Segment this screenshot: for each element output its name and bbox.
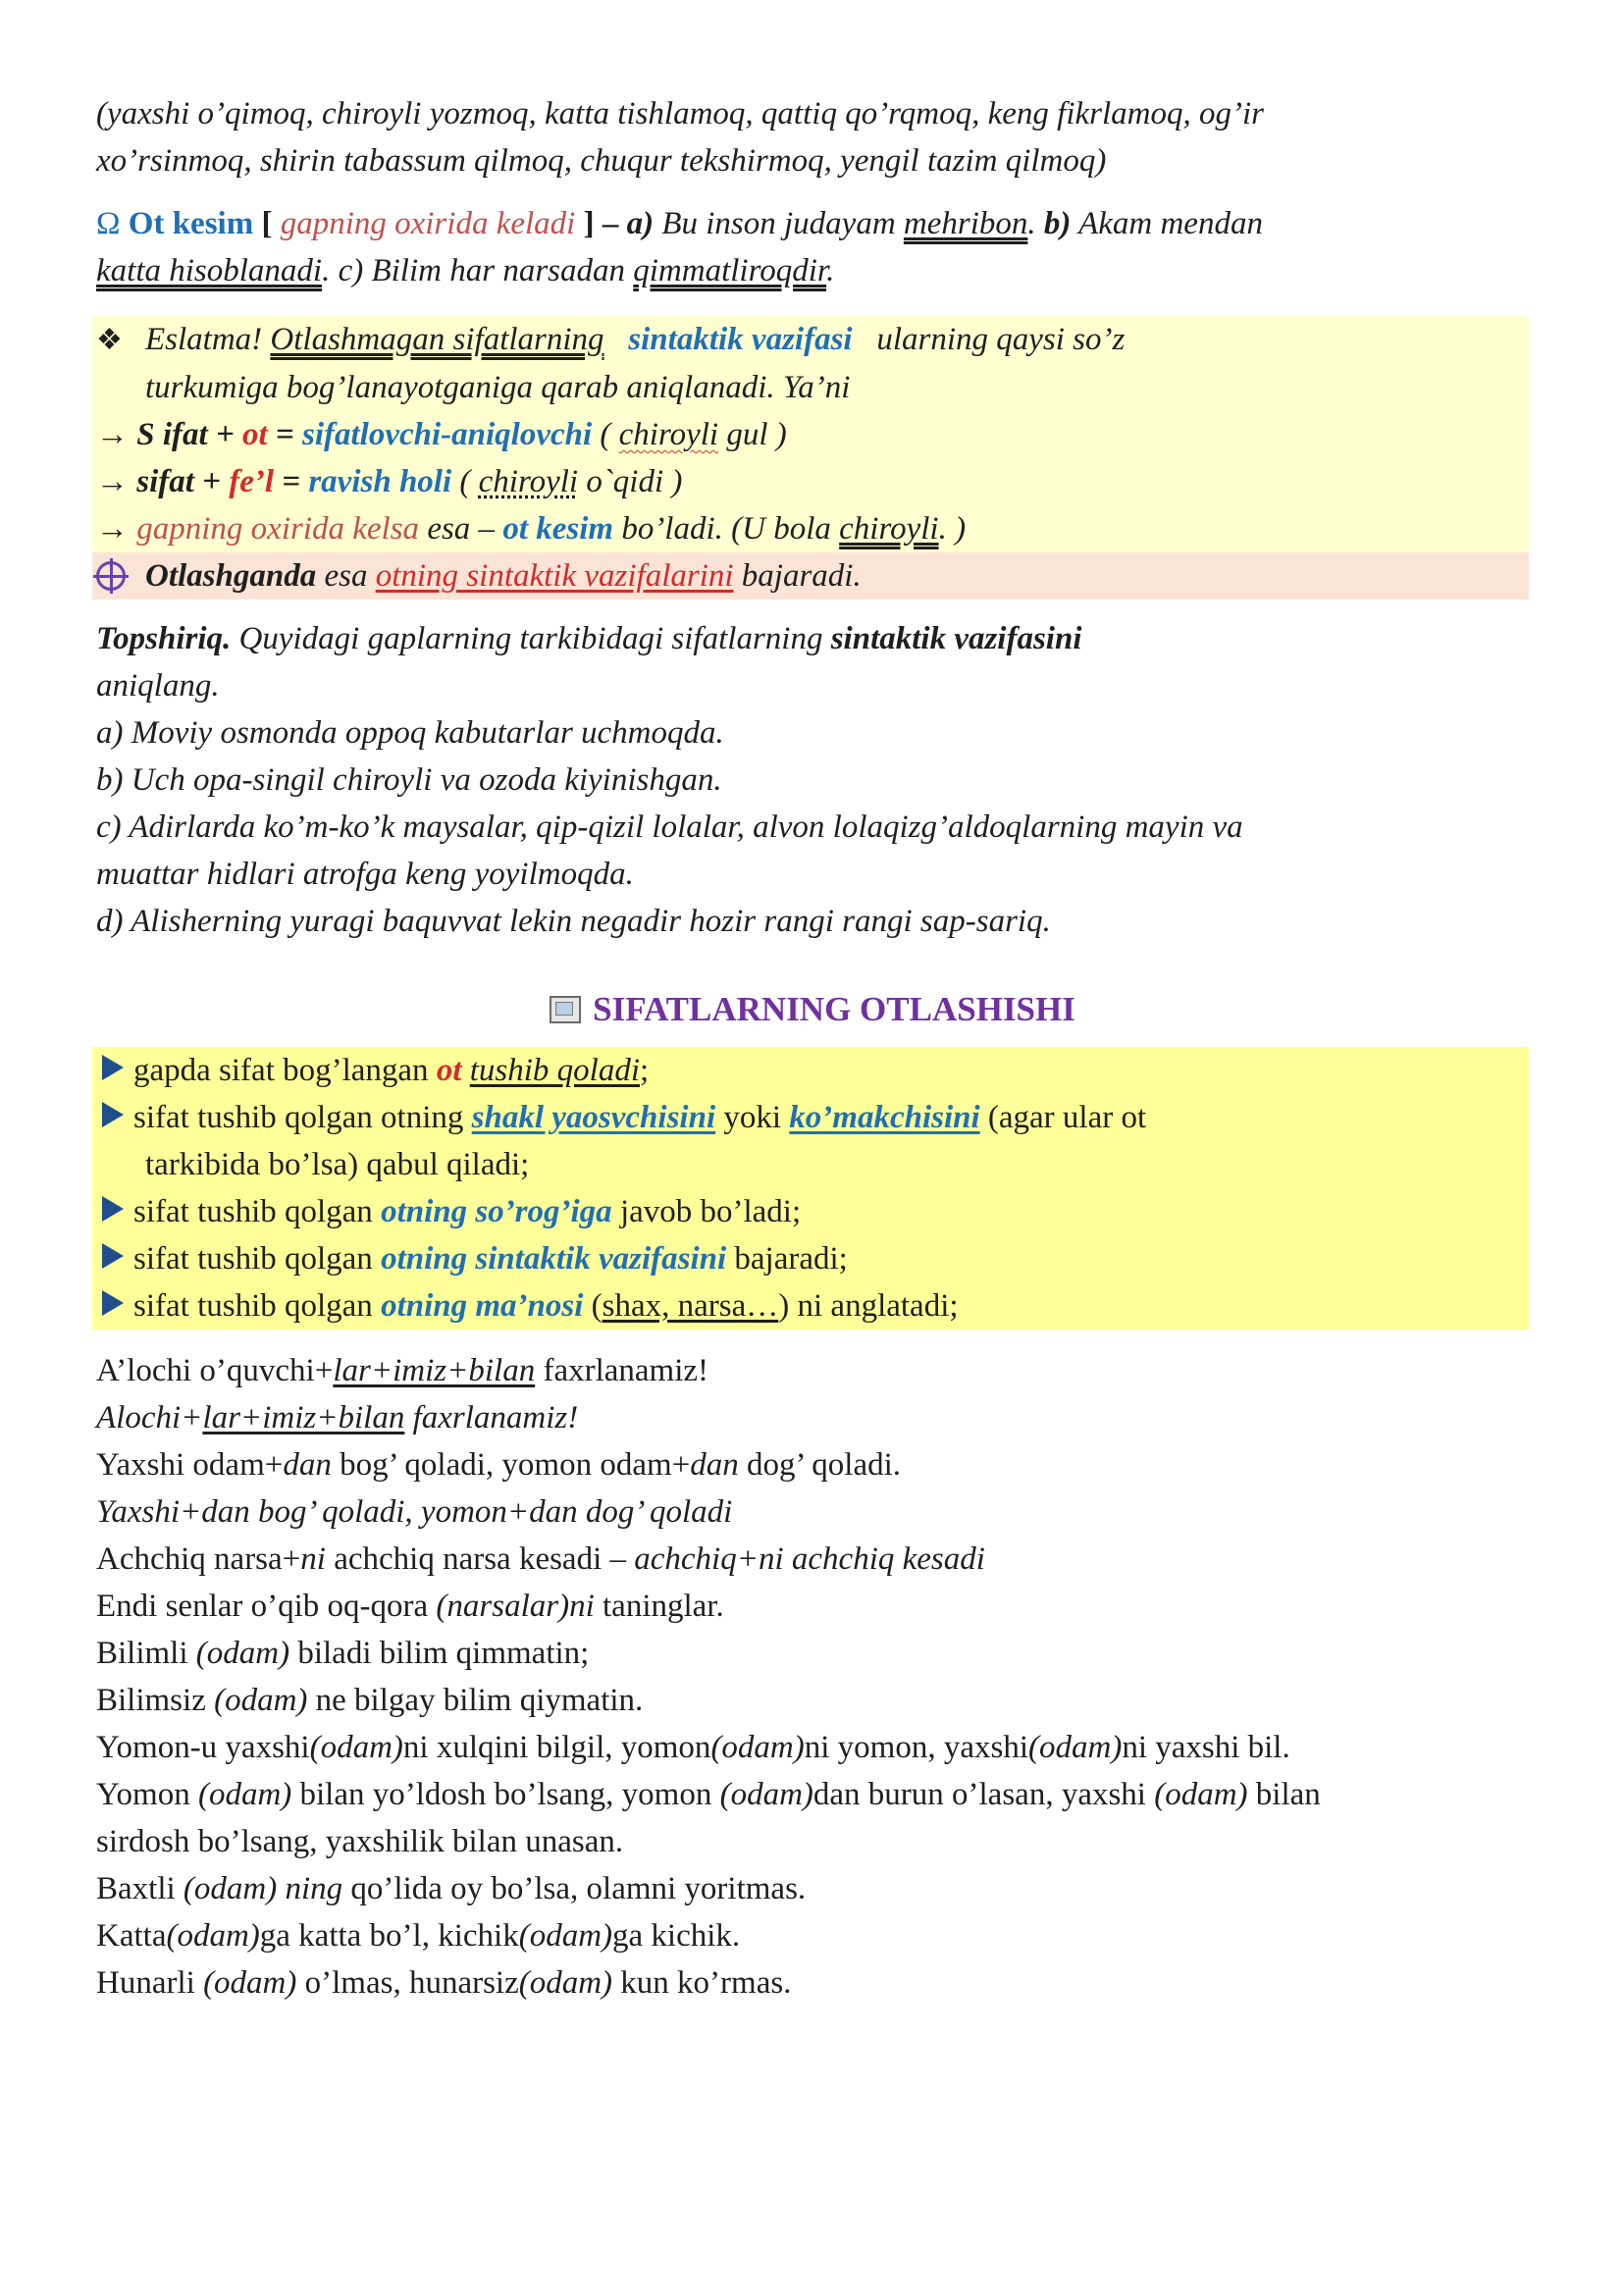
eslatma-line-2: turkumiga bog’lanayotganiga qarab aniqlanadi. Ya’ni [145, 370, 851, 405]
example-text: ga kichik. [612, 1918, 741, 1954]
rule1-eq: = [267, 417, 302, 452]
example-a-label: a) [626, 206, 655, 241]
document-icon [550, 996, 581, 1023]
example-suffix: lar+imiz+bilan [333, 1353, 536, 1388]
example-suffix: (odam) [1028, 1730, 1123, 1765]
example-suffix: dan [283, 1447, 332, 1483]
eslatma-underlined: Otlashmagan sifatlarning [270, 322, 604, 357]
rule-text: javob bo’ladi; [611, 1194, 802, 1229]
example-suffix: (odam) [197, 1777, 292, 1812]
otlashganda-label: Otlashganda [145, 558, 317, 594]
example-text: Yomon-u yaxshi [96, 1730, 310, 1765]
rule1-ex-word: chiroyli [618, 417, 719, 452]
topshiriq-paragraph [96, 615, 1529, 709]
ot-kesim-title: Ot kesim [128, 206, 254, 241]
rule-text: ) ni anglatadi; [778, 1288, 959, 1324]
example-a-end: . [1027, 206, 1044, 241]
example-suffix: lar+imiz+bilan [202, 1400, 405, 1435]
topshiriq-label: Topshiriq. [96, 621, 232, 656]
example-text: Yaxshi odam+ [96, 1447, 284, 1483]
topshiriq-bold: sintaktik vazifasini [830, 621, 1082, 656]
rule2-plus: + [193, 464, 230, 499]
example-suffix: (odam) [518, 1965, 613, 2001]
arrow-icon: → [96, 511, 129, 547]
rule2-eq: = [274, 464, 309, 499]
example-text: ni yaxshi bil. [1122, 1730, 1290, 1765]
example-text: dog’ qoladi. [738, 1447, 902, 1483]
example-suffix: ni [300, 1541, 326, 1577]
eslatma-line-1 [96, 316, 1529, 364]
example-suffix: (odam) [710, 1730, 805, 1765]
otlashganda-mid: esa [316, 558, 376, 594]
example-suffix: (odam) [214, 1683, 308, 1718]
rule1-a: S ifat [136, 417, 208, 452]
section-title: SIFATLARNING OTLASHISHI [593, 990, 1075, 1028]
rule-item [96, 1047, 1529, 1094]
example-line [96, 1441, 1529, 1488]
topshiriq-item: muattar hidlari atrofga keng yoyilmoqda. [96, 857, 634, 892]
example-suffix: (odam) ning [183, 1871, 343, 1906]
example-suffix: (odam) [719, 1777, 813, 1812]
rule2-ex-open: ( [451, 464, 479, 499]
example-text: ga katta bo’l, kichik [259, 1918, 519, 1954]
example-a-word: mehribon [903, 206, 1028, 241]
rule1-ex-open: ( [592, 417, 619, 452]
rule-highlight: ot [436, 1053, 462, 1088]
topshiriq-item: d) Alisherning yuragi baquvvat lekin negadir hozir rangi rangi sap-sariq. [96, 904, 1051, 939]
example-text: ne bilgay bilim qiymatin. [307, 1683, 644, 1718]
example-text: dan burun o’lasan, yaxshi [812, 1777, 1155, 1812]
example-text: ni xulqini bilgil, yomon [402, 1730, 711, 1765]
rule-item [96, 1188, 1529, 1235]
example-text: Yomon [96, 1777, 198, 1812]
example-text: ni yomon, yaxshi [804, 1730, 1028, 1765]
triangle-bullet-icon [102, 1055, 124, 1080]
intro-line-2: xo’rsinmoq, shirin tabassum qilmoq, chuqur tekshirmoq, yengil tazim qilmoq) [96, 143, 1107, 179]
rule-text: ( [583, 1288, 602, 1324]
rule-text: sifat tushib qolgan [133, 1194, 382, 1229]
example-line [96, 1347, 1529, 1394]
triangle-bullet-icon [102, 1196, 124, 1222]
rule-highlight: otning ma’nosi [381, 1288, 584, 1324]
rule3-b: esa – [419, 511, 503, 547]
example-line: Yaxshi+dan bog’ qoladi, yomon+dan dog’ qoladi [96, 1494, 733, 1530]
topshiriq-line2: aniqlang. [96, 668, 220, 704]
example-line [96, 1959, 1529, 2007]
topshiriq-text: Quyidagi gaplarning tarkibidagi sifatlarning [231, 621, 831, 656]
rule2-b: fe’l [229, 464, 275, 499]
examples-section [96, 1347, 1529, 2007]
example-suffix: (odam) [166, 1918, 260, 1954]
example-line [96, 1865, 1529, 1912]
otlashganda-end: bajaradi. [733, 558, 862, 594]
otlashganda-line [96, 552, 1529, 600]
arrow-icon: → [96, 464, 129, 499]
rule-item [96, 1235, 1529, 1282]
rule-highlight: ko’makchisini [789, 1100, 980, 1135]
example-line [96, 1536, 1529, 1583]
example-suffix: (odam) [1154, 1777, 1248, 1812]
arrow-icon: → [96, 417, 129, 452]
example-suffix: (odam) [195, 1636, 290, 1671]
eslatma-box [92, 316, 1529, 552]
example-text: bilan [1247, 1777, 1321, 1812]
example-line [96, 1677, 1529, 1724]
example-line [96, 1771, 1529, 1818]
rule2-ex-word: chiroyli [478, 464, 579, 499]
topshiriq-item: c) Adirlarda ko’m-ko’k maysalar, qip-qizil lolalar, alvon lolaqizg’aldoqlarning mayin va [96, 809, 1243, 845]
rule1-result: sifatlovchi-aniqlovchi [301, 417, 593, 452]
example-text: bilan yo’ldosh bo’lsang, yomon [291, 1777, 720, 1812]
example-suffix: dan [690, 1447, 739, 1483]
rule1-plus: + [207, 417, 242, 452]
rule-highlight: otning so’rog’iga [381, 1194, 612, 1229]
example-c-word: qimmatliroqdir [633, 253, 827, 288]
example-line: sirdosh bo’lsang, yaxshilik bilan unasan. [96, 1824, 624, 1859]
topshiriq-item: b) Uch opa-singil chiroyli va ozoda kiyinishgan. [96, 762, 722, 798]
ot-kesim-paragraph [96, 200, 1529, 294]
example-text: faxrlanamiz! [535, 1353, 709, 1388]
omega-symbol: Ω [96, 206, 121, 241]
example-text: Achchiq narsa+ [96, 1541, 301, 1577]
example-text: faxrlanamiz! [404, 1400, 579, 1435]
rule3-d: bo’ladi. (U bola [613, 511, 840, 547]
rule2-a: sifat [136, 464, 194, 499]
rule3-word: chiroyli [839, 511, 939, 547]
rule3-a: gapning oxirida kelsa [136, 511, 420, 547]
example-line [96, 1724, 1529, 1771]
rule1-b: ot [242, 417, 268, 452]
triangle-bullet-icon [102, 1102, 124, 1127]
example-text: bog’ qoladi, yomon odam+ [331, 1447, 691, 1483]
example-text: Bilimsiz [96, 1683, 215, 1718]
intro-line-1: (yaxshi o’qimoq, chiroyli yozmoq, katta tishlamoq, qattiq qo’rqmoq, keng fikrlamoq, og’ir [96, 96, 1264, 131]
rule-item-continuation: tarkibida bo’lsa) qabul qiladi; [145, 1147, 530, 1182]
example-b-word: katta hisoblanadi [96, 253, 323, 288]
rule-text: (agar ular ot [979, 1100, 1147, 1135]
eslatma-blue: sintaktik vazifasi [628, 322, 853, 357]
rule2-ex-rest: o`qidi ) [578, 464, 683, 499]
rule3-c: ot kesim [502, 511, 614, 547]
example-suffix: (odam) [518, 1918, 613, 1954]
rule-text [461, 1053, 469, 1088]
bracket-open: [ [253, 206, 281, 241]
rule-text: gapda sifat bog’langan [133, 1053, 437, 1088]
rule-text: bajaradi; [726, 1241, 848, 1277]
rule-item [96, 1282, 1529, 1330]
example-text: achchiq narsa kesadi – [325, 1541, 635, 1577]
example-suffix: (odam) [203, 1965, 297, 2001]
example-text: Hunarli [96, 1965, 204, 2001]
example-a-text: Bu inson judayam [654, 206, 904, 241]
rule-underlined: shax, narsa… [602, 1288, 779, 1324]
diamond-bullet-icon: ❖ [96, 324, 123, 356]
example-line [96, 1630, 1529, 1677]
example-line [96, 1912, 1529, 1959]
rule-text: ; [640, 1053, 650, 1088]
otlashganda-box [92, 552, 1529, 600]
otlashganda-red: otning sintaktik vazifalarini [375, 558, 734, 594]
eslatma-rest: ularning qaysi so’z [876, 322, 1126, 357]
rule1-ex-rest: gul ) [718, 417, 787, 452]
eslatma-label: Eslatma! [145, 322, 271, 357]
example-b-label: b) [1043, 206, 1072, 241]
example-suffix: (narsalar)ni [436, 1589, 595, 1624]
rule-sifat-ot [96, 411, 1529, 458]
example-suffix: achchiq+ni achchiq kesadi [634, 1541, 985, 1577]
rules-box [92, 1047, 1529, 1330]
section-heading [96, 986, 1529, 1033]
ot-kesim-note: gapning oxirida keladi [280, 206, 576, 241]
rule-text: sifat tushib qolgan [133, 1241, 382, 1277]
rule-item [96, 1094, 1529, 1141]
example-suffix: (odam) [309, 1730, 403, 1765]
rule-highlight: otning sintaktik vazifasini [381, 1241, 727, 1277]
crosshair-icon [96, 561, 126, 591]
example-c-text: . c) Bilim har narsadan [322, 253, 634, 288]
rule-underlined: tushib qoladi [469, 1053, 641, 1088]
triangle-bullet-icon [102, 1243, 124, 1269]
rule-text: sifat tushib qolgan [133, 1288, 382, 1324]
triangle-bullet-icon [102, 1290, 124, 1316]
example-line [96, 1394, 1529, 1441]
example-text: Endi senlar o’qib oq-qora [96, 1589, 437, 1624]
rule-text: yoki [715, 1100, 790, 1135]
example-text: Baxtli [96, 1871, 183, 1906]
example-text: A’lochi o’quvchi+ [96, 1353, 334, 1388]
rule-gap-oxiri [96, 505, 1529, 552]
topshiriq-item: a) Moviy osmonda oppoq kabutarlar uchmoqda. [96, 715, 724, 751]
example-text: Katta [96, 1918, 167, 1954]
example-text: biladi bilim qimmatin; [289, 1636, 590, 1671]
example-text: qo’lida oy bo’lsa, olamni yoritmas. [342, 1871, 807, 1906]
rule-highlight: shakl yaosvchisini [471, 1100, 716, 1135]
example-b-text: Akam mendan [1071, 206, 1263, 241]
example-line [96, 1583, 1529, 1630]
rule3-end: . ) [938, 511, 967, 547]
example-text: taninglar. [594, 1589, 724, 1624]
example-text: o’lmas, hunarsiz [296, 1965, 519, 2001]
example-text: Bilimli [96, 1636, 196, 1671]
example-c-end: . [826, 253, 835, 288]
rule-sifat-fel [96, 458, 1529, 505]
document-page [96, 90, 1529, 2007]
bracket-close: ] – [575, 206, 627, 241]
example-text: kun ko’rmas. [612, 1965, 792, 2001]
rule2-result: ravish holi [308, 464, 452, 499]
rule-text: sifat tushib qolgan otning [133, 1100, 472, 1135]
example-text: Alochi+ [96, 1400, 203, 1435]
